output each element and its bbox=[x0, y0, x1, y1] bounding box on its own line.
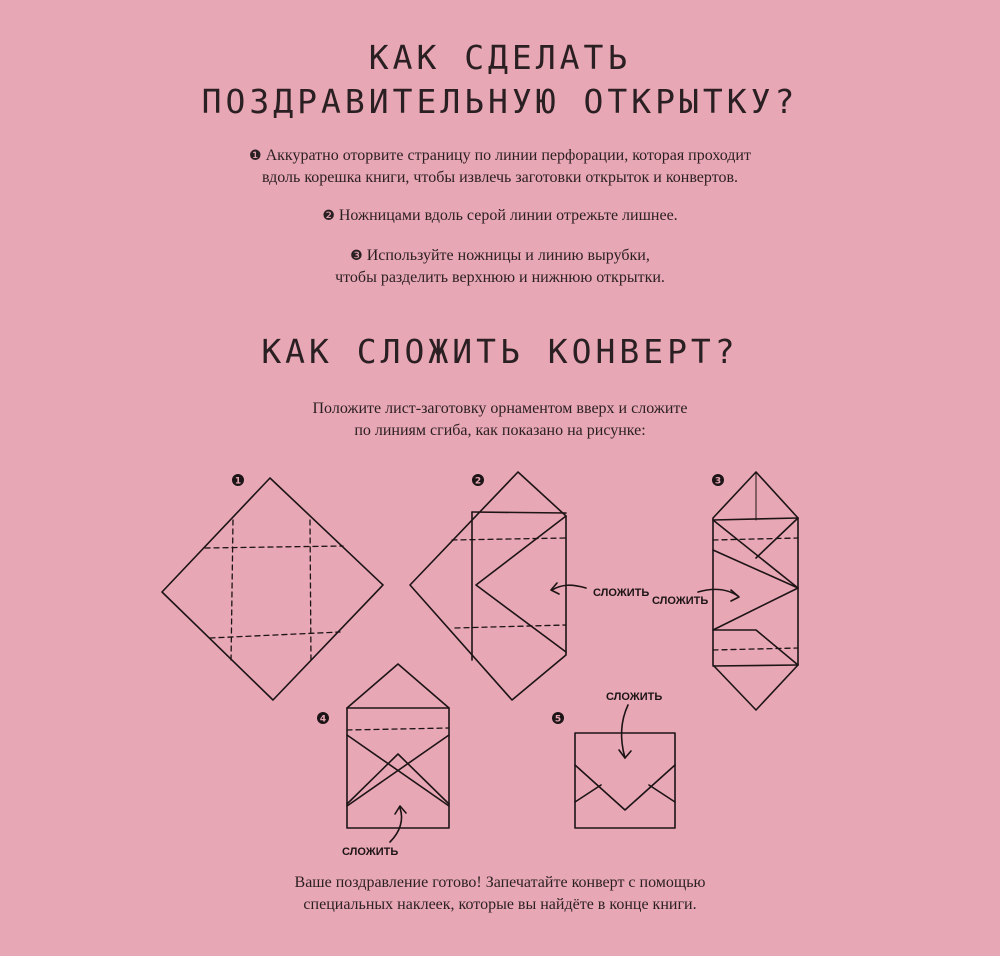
fold-label: СЛОЖИТЬ bbox=[342, 846, 399, 858]
fold-label: СЛОЖИТЬ bbox=[593, 587, 650, 599]
title-line: ПОЗДРАВИТЕЛЬНУЮ ОТКРЫТКУ? bbox=[201, 82, 799, 121]
fold-step-3 bbox=[652, 472, 798, 710]
step-number-badge bbox=[472, 474, 484, 487]
svg-text:4: 4 bbox=[319, 714, 327, 725]
envelope-outline bbox=[575, 733, 675, 828]
intro-line: Положите лист-заготовку орнаментом вверх и сложите bbox=[312, 400, 688, 417]
fold-arrow bbox=[390, 806, 406, 842]
instruction-text: вдоль корешка книги, чтобы извлечь заготовки открыток и конвертов. bbox=[261, 169, 739, 186]
sheet-outline bbox=[162, 478, 383, 700]
step-number: ❶ bbox=[249, 148, 262, 164]
fold-lines bbox=[205, 520, 343, 663]
instruction-text: Ножницами вдоль серой линии отрежьте лишнее. bbox=[338, 207, 678, 224]
step-number-badge bbox=[552, 712, 564, 725]
instruction-text: чтобы разделить верхнюю и нижнюю открытки. bbox=[335, 269, 665, 286]
fold-label: СЛОЖИТЬ bbox=[606, 691, 663, 703]
svg-text:2: 2 bbox=[474, 476, 482, 487]
svg-text:3: 3 bbox=[714, 476, 722, 487]
fold-lines bbox=[347, 728, 449, 730]
step-number: ❷ bbox=[322, 208, 335, 224]
svg-text:5: 5 bbox=[554, 714, 562, 725]
outro-line: Ваше поздравление готово! Запечатайте конверт с помощью bbox=[294, 874, 706, 891]
svg-text:1: 1 bbox=[234, 476, 242, 487]
fold-lines bbox=[452, 538, 566, 628]
fold-label: СЛОЖИТЬ bbox=[652, 595, 709, 607]
fold-step-2 bbox=[410, 472, 649, 700]
fold-step-5 bbox=[552, 691, 675, 828]
fold-step-1 bbox=[162, 474, 383, 700]
step-number: ❸ bbox=[350, 248, 363, 264]
outro-line: специальных наклеек, которые вы найдёте в конце книги. bbox=[303, 896, 697, 913]
fold-arrow bbox=[619, 705, 631, 758]
instruction-text: Аккуратно оторвите страницу по линии перфорации, которая проходит bbox=[265, 147, 751, 164]
step-number-badge bbox=[712, 474, 724, 487]
step-number-badge bbox=[317, 712, 329, 725]
intro-line: по линиям сгиба, как показано на рисунке: bbox=[354, 422, 646, 439]
instruction-text: Используйте ножницы и линию вырубки, bbox=[366, 247, 650, 264]
title-line: КАК СДЕЛАТЬ bbox=[368, 38, 632, 77]
fold-step-4 bbox=[317, 664, 449, 858]
sheet-outline bbox=[410, 472, 566, 700]
section-title: КАК СЛОЖИТЬ КОНВЕРТ? bbox=[261, 332, 739, 371]
envelope-outro bbox=[0, 872, 1000, 916]
fold-arrow bbox=[551, 583, 586, 594]
step-number-badge bbox=[232, 474, 244, 487]
